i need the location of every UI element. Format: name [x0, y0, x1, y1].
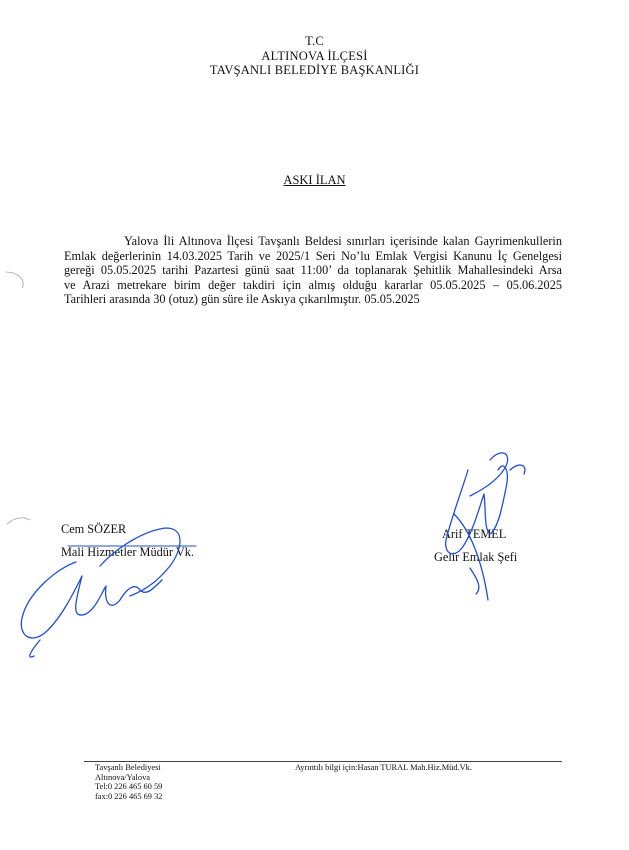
footer-contact-line: Altınova/Yalova: [95, 772, 150, 782]
letterhead-line-district: ALTINOVA İLÇESİ: [261, 48, 368, 63]
body-line: Yalova İli Altınova İlçesi Tavşanlı Beldesi sınırları içerisinde kalan Gayrimenkullerin: [124, 234, 562, 248]
footer-contact: [95, 763, 162, 801]
signature-block-right: [434, 523, 517, 569]
footer-divider: [84, 761, 562, 762]
document-title: [0, 173, 629, 188]
body-line: gereği 05.05.2025 tarihi Pazartesi günü saat 11:00’ da toplanarak Şehitlik Mahallesindeki Arsa: [64, 263, 562, 278]
signer-title-right: Gelir Emlak Şefi: [434, 550, 518, 564]
letterhead-line-tc: T.C: [305, 34, 324, 48]
footer-contact-line: Tel:0 226 465 60 59: [95, 782, 163, 792]
signature-right-hook: [470, 568, 479, 594]
body-line: Tarihleri arasında 30 (otuz) gün süre ile Askıya çıkarılmıştır. 05.05.2025: [64, 292, 420, 307]
announcement-body: [64, 234, 562, 307]
signature-block-left: [61, 518, 194, 564]
body-line: Emlak değerlerinin 14.03.2025 Tarih ve 2025/1 Seri No’lu Emlak Vergisi Kanunu İç Genelgesi: [64, 248, 562, 263]
signer-name-right: Arif TEMEL: [442, 527, 507, 541]
margin-mark-icon: [4, 514, 34, 528]
signature-left-stroke: [21, 562, 162, 638]
footer-contact-line: fax:0 226 465 69 32: [95, 791, 163, 801]
margin-mark-icon: [4, 268, 30, 292]
footer-info: Ayrıntılı bilgi için:Hasan TURAL Mah.Hiz.Müd.Vk.: [295, 763, 472, 772]
letterhead-line-municipality: TAVŞANLI BELEDİYE BAŞKANLIĞI: [209, 63, 420, 77]
signature-right-loop: [470, 453, 525, 496]
footer-contact-line: Tavşanlı Belediyesi: [95, 763, 161, 772]
signature-left-tail: [30, 640, 40, 657]
signer-name-left: Cem SÖZER: [61, 522, 127, 536]
body-line: ve Arazi metrekare birim değer takdiri için almış olduğu kararlar 05.05.2025 – 05.06.2025: [64, 277, 562, 292]
letterhead: [0, 34, 629, 78]
document-title-text: ASKI İLAN: [283, 173, 346, 187]
signer-title-left: Mali Hizmetler Müdür Vk.: [61, 545, 194, 559]
